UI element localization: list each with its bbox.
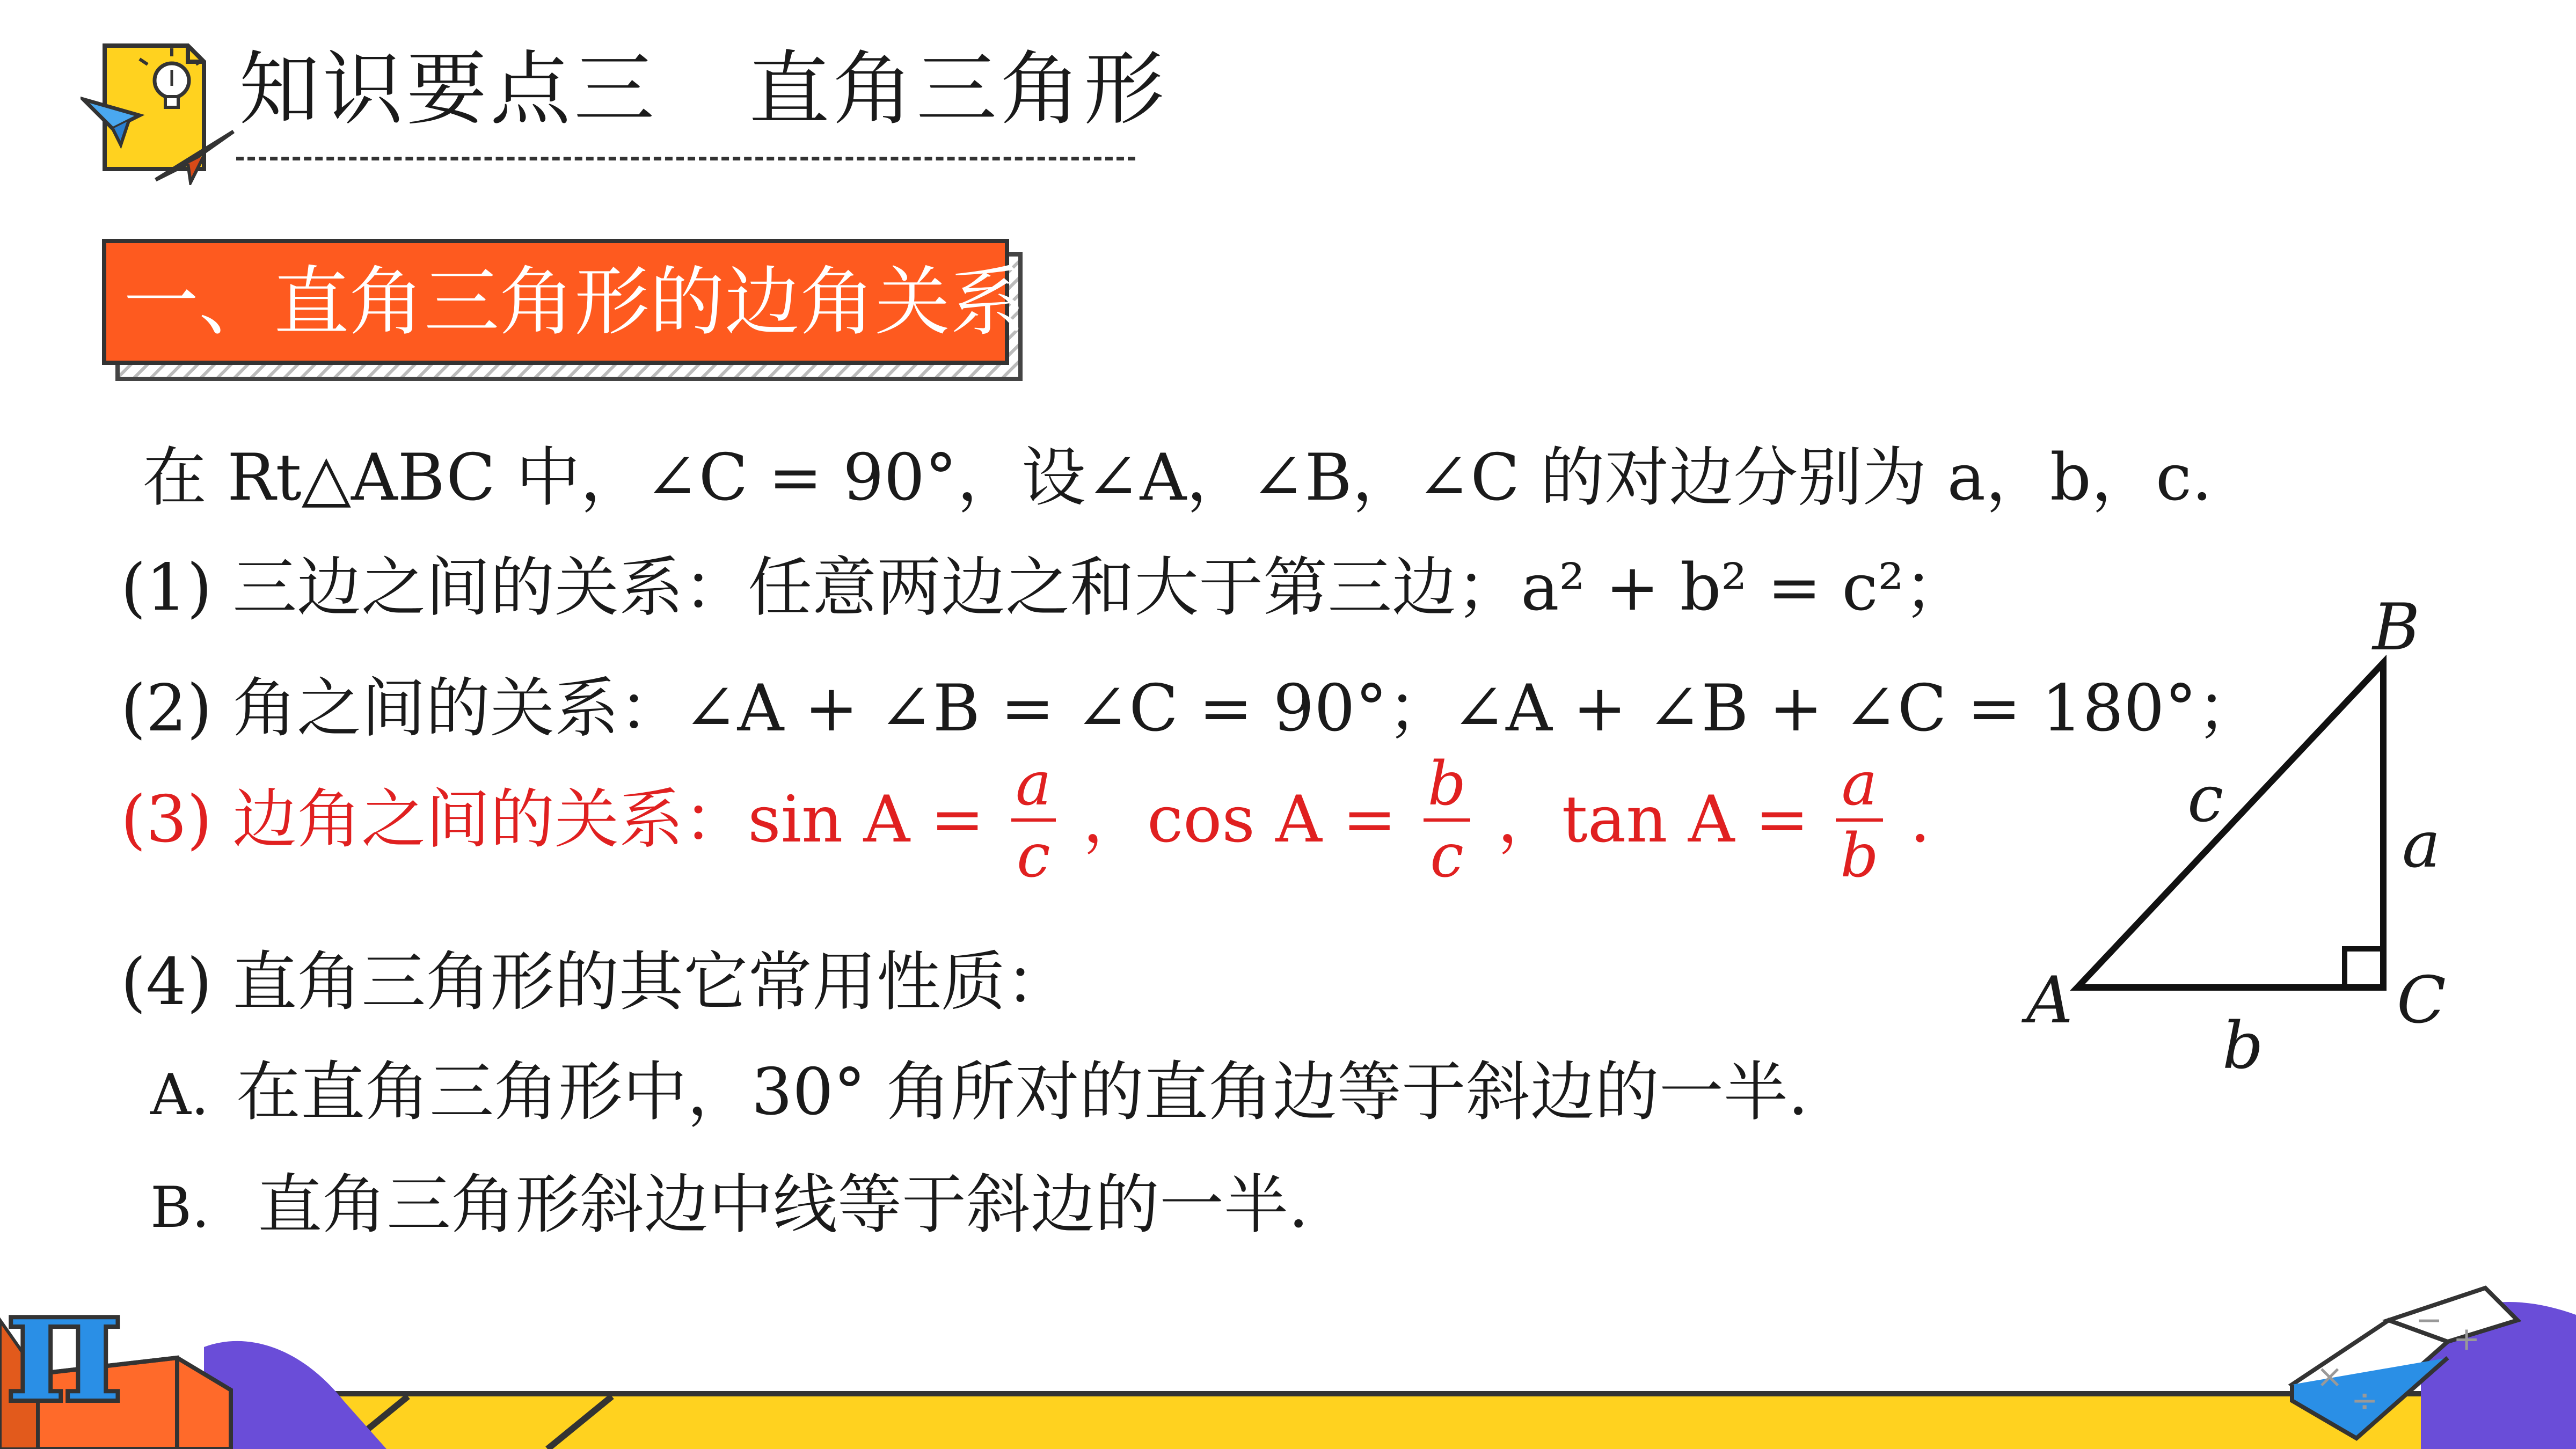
cos-numerator: b — [1424, 754, 1471, 822]
pi-symbol: π — [5, 1267, 123, 1439]
item-2-text: (2) 角之间的关系：∠A + ∠B = ∠C = 90°；∠A + ∠B + ∠C = 180°； — [121, 671, 2261, 746]
intro-line — [142, 443, 2212, 514]
pi-cube-icon — [0, 1267, 386, 1449]
item-b-text: 直角三角形斜边中线等于斜边的一半. — [258, 1168, 1309, 1242]
tan-fraction — [1836, 749, 1883, 891]
vertex-label-c: C — [2397, 963, 2446, 1038]
item-b-label: B. — [150, 1175, 210, 1240]
item-3-sep1: ，cos A = — [1082, 782, 1397, 857]
item-a-label: A. — [150, 1062, 209, 1128]
intro-text: 在 Rt△ABC 中，∠C = 90°，设∠A，∠B，∠C 的对边分别为 a，b，c. — [142, 441, 2213, 515]
item-a — [150, 1057, 1808, 1128]
right-angle-mark — [2345, 949, 2383, 987]
item-1-text: (1) 三边之间的关系：任意两边之和大于第三边；a² + b² = c²； — [121, 551, 1968, 625]
item-b — [150, 1170, 1309, 1241]
item-3 — [121, 749, 1931, 891]
sin-denominator: c — [1017, 821, 1050, 891]
title-underline — [236, 157, 1135, 160]
side-label-c: c — [2187, 762, 2224, 837]
item-a-text: 在直角三角形中，30° 角所对的直角边等于斜边的一半. — [236, 1055, 1808, 1130]
tan-denominator: b — [1840, 821, 1879, 891]
sin-numerator: a — [1011, 754, 1056, 822]
math-book-icon — [2271, 1250, 2576, 1449]
book-symbol-times: × — [2316, 1358, 2344, 1395]
tan-numerator: a — [1836, 754, 1883, 822]
side-label-a: a — [2402, 808, 2441, 882]
item-4-text: (4) 直角三角形的其它常用性质： — [121, 945, 1070, 1020]
side-label-b: b — [2222, 1009, 2264, 1084]
item-3-prefix: (3) 边角之间的关系：sin A = — [121, 782, 984, 857]
page-title — [239, 43, 1168, 136]
item-2 — [121, 671, 2261, 746]
item-4 — [121, 947, 1070, 1018]
book-symbol-divide: ÷ — [2351, 1382, 2378, 1419]
sin-fraction — [1011, 749, 1056, 891]
title-part2: 直角三角形 — [749, 43, 1168, 136]
triangle-shape — [2077, 663, 2383, 987]
item-1 — [121, 553, 1968, 624]
item-3-end: . — [1910, 782, 1931, 857]
title-part1: 知识要点三 — [239, 43, 658, 136]
vertex-label-b: B — [2373, 590, 2420, 665]
vertex-label-a: A — [2026, 963, 2073, 1038]
book-symbol-minus: − — [2416, 1301, 2443, 1339]
book-symbol-plus: + — [2453, 1320, 2480, 1358]
section-banner-text: 一、直角三角形的边角关系 — [123, 259, 1026, 346]
cos-fraction — [1424, 749, 1471, 891]
cos-denominator: c — [1430, 821, 1464, 891]
item-3-sep2: ，tan A = — [1497, 782, 1809, 857]
lightbulb-note-icon — [81, 35, 236, 185]
